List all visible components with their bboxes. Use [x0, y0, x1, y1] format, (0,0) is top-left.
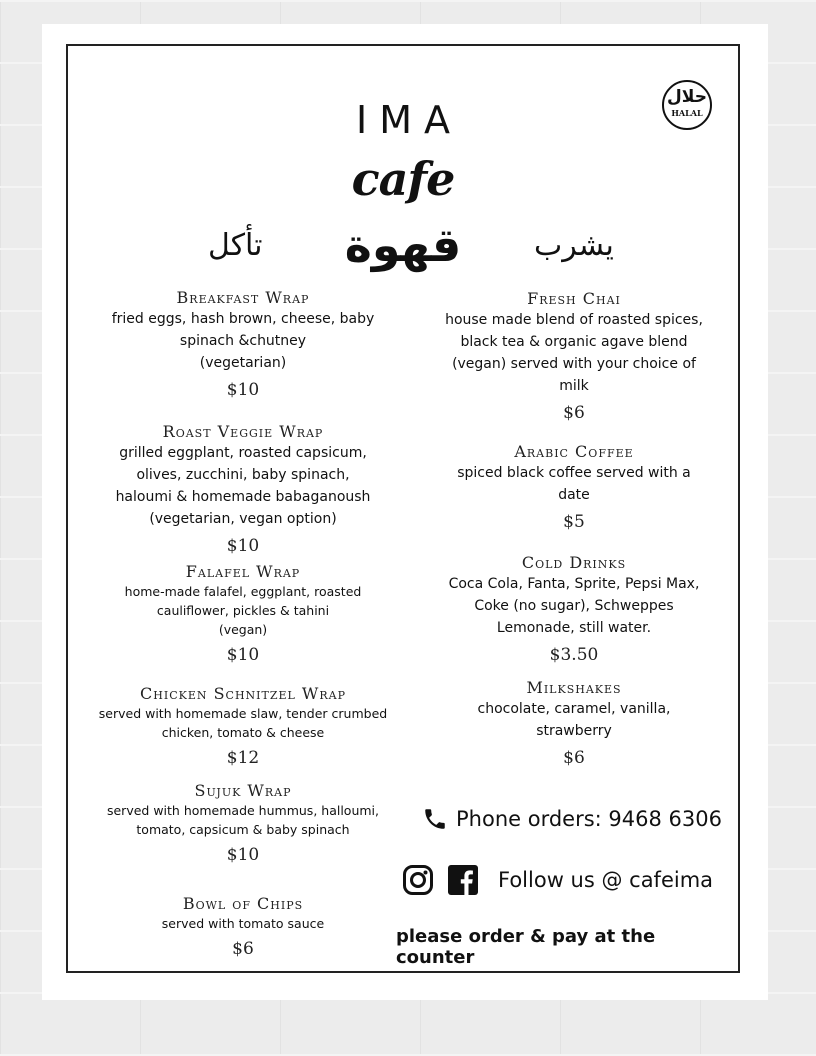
facebook-icon[interactable]	[448, 865, 478, 895]
menu-item-chicken-schnitzel-wrap	[98, 684, 388, 768]
item-desc-line: served with homemade slaw, tender crumbed	[98, 706, 388, 721]
item-desc-line: milk	[559, 378, 589, 394]
item-price: $10	[226, 380, 260, 400]
item-price: $3.50	[549, 645, 599, 665]
item-price: $6	[563, 748, 585, 768]
item-price: $5	[563, 512, 585, 532]
item-desc-line: fried eggs, hash brown, cheese, baby	[111, 311, 375, 327]
item-desc-line: date	[558, 487, 590, 503]
item-name: Chicken Schnitzel Wrap	[140, 684, 346, 703]
item-desc	[444, 309, 704, 397]
item-desc-line: served with tomato sauce	[161, 916, 325, 931]
phone-text: Phone orders: 9468 6306	[456, 807, 722, 831]
heading-drink: يشرب	[534, 228, 614, 263]
item-price: $10	[226, 645, 260, 665]
item-price: $10	[226, 845, 260, 865]
item-desc-line: cauliflower, pickles & tahini	[156, 603, 330, 618]
logo-ima: IMA	[356, 98, 462, 142]
item-name: Fresh Chai	[527, 289, 621, 308]
item-desc-line: haloumi & homemade babaganoush	[115, 489, 371, 505]
item-price: $6	[232, 939, 254, 959]
item-desc	[444, 573, 704, 639]
item-desc-line: house made blend of roasted spices,	[445, 312, 703, 328]
item-desc-line: Lemonade, still water.	[496, 620, 652, 636]
item-name: Arabic Coffee	[514, 442, 634, 461]
phone-orders	[422, 806, 722, 832]
item-desc-line: home-made falafel, eggplant, roasted	[124, 584, 362, 599]
halal-label: HALAL	[671, 108, 703, 118]
menu-item-milkshakes	[444, 678, 704, 768]
menu-item-arabic-coffee	[444, 442, 704, 532]
menu-frame	[66, 44, 740, 973]
item-name: Cold Drinks	[521, 553, 627, 572]
item-name: Bowl of Chips	[182, 894, 304, 913]
follow-text: Follow us @ cafeima	[498, 868, 714, 892]
item-desc	[98, 442, 388, 530]
item-name: Falafel Wrap	[185, 562, 301, 581]
halal-badge	[662, 80, 712, 130]
menu-sheet	[42, 24, 768, 1000]
menu-item-bowl-of-chips	[98, 894, 388, 959]
item-desc-line: Coca Cola, Fanta, Sprite, Pepsi Max,	[448, 576, 700, 592]
item-desc	[98, 914, 388, 933]
item-desc-line: served with homemade hummus, halloumi,	[106, 803, 379, 818]
item-desc-line: tomato, capsicum & baby spinach	[136, 822, 350, 837]
counter-notice: please order & pay at the counter	[396, 926, 656, 968]
item-price: $6	[563, 403, 585, 423]
item-name: Sujuk Wrap	[194, 781, 292, 800]
item-desc-line: (vegan) served with your choice of	[452, 356, 696, 372]
menu-item-fresh-chai	[444, 289, 704, 423]
menu-item-sujuk-wrap	[98, 781, 388, 865]
item-desc	[98, 582, 388, 639]
menu-item-cold-drinks	[444, 553, 704, 665]
item-desc-line: spiced black coffee served with a	[457, 465, 691, 481]
item-desc-line: chicken, tomato & cheese	[161, 725, 325, 740]
item-desc	[444, 462, 704, 506]
item-desc	[98, 704, 388, 742]
logo-cafe-script: cafe	[351, 152, 455, 206]
item-desc	[444, 698, 704, 742]
menu-item-breakfast-wrap	[98, 288, 388, 400]
menu-item-falafel-wrap	[98, 562, 388, 665]
logo-arabic: قهوة	[344, 218, 462, 272]
item-desc-line: (vegetarian)	[199, 355, 287, 371]
item-desc-line: Coke (no sugar), Schweppes	[474, 598, 674, 614]
item-desc	[98, 308, 388, 374]
heading-eat: تأكل	[208, 228, 263, 263]
phone-icon	[422, 806, 448, 832]
item-name: Milkshakes	[526, 678, 622, 697]
item-desc-line: (vegan)	[218, 622, 268, 637]
item-desc-line: grilled eggplant, roasted capsicum,	[119, 445, 367, 461]
item-desc-line: spinach &chutney	[179, 333, 307, 349]
item-price: $10	[226, 536, 260, 556]
halal-arabic: حلال	[667, 87, 707, 107]
instagram-icon[interactable]	[402, 864, 434, 896]
item-desc-line: black tea & organic agave blend	[460, 334, 688, 350]
menu-item-roast-veggie-wrap	[98, 422, 388, 556]
social-row	[402, 864, 713, 896]
item-desc	[98, 801, 388, 839]
item-price: $12	[226, 748, 260, 768]
item-desc-line: chocolate, caramel, vanilla,	[477, 701, 671, 717]
item-name: Roast Veggie Wrap	[162, 422, 324, 441]
item-desc-line: (vegetarian, vegan option)	[149, 511, 337, 527]
item-desc-line: strawberry	[536, 723, 612, 739]
item-desc-line: olives, zucchini, baby spinach,	[136, 467, 350, 483]
item-name: Breakfast Wrap	[176, 288, 310, 307]
